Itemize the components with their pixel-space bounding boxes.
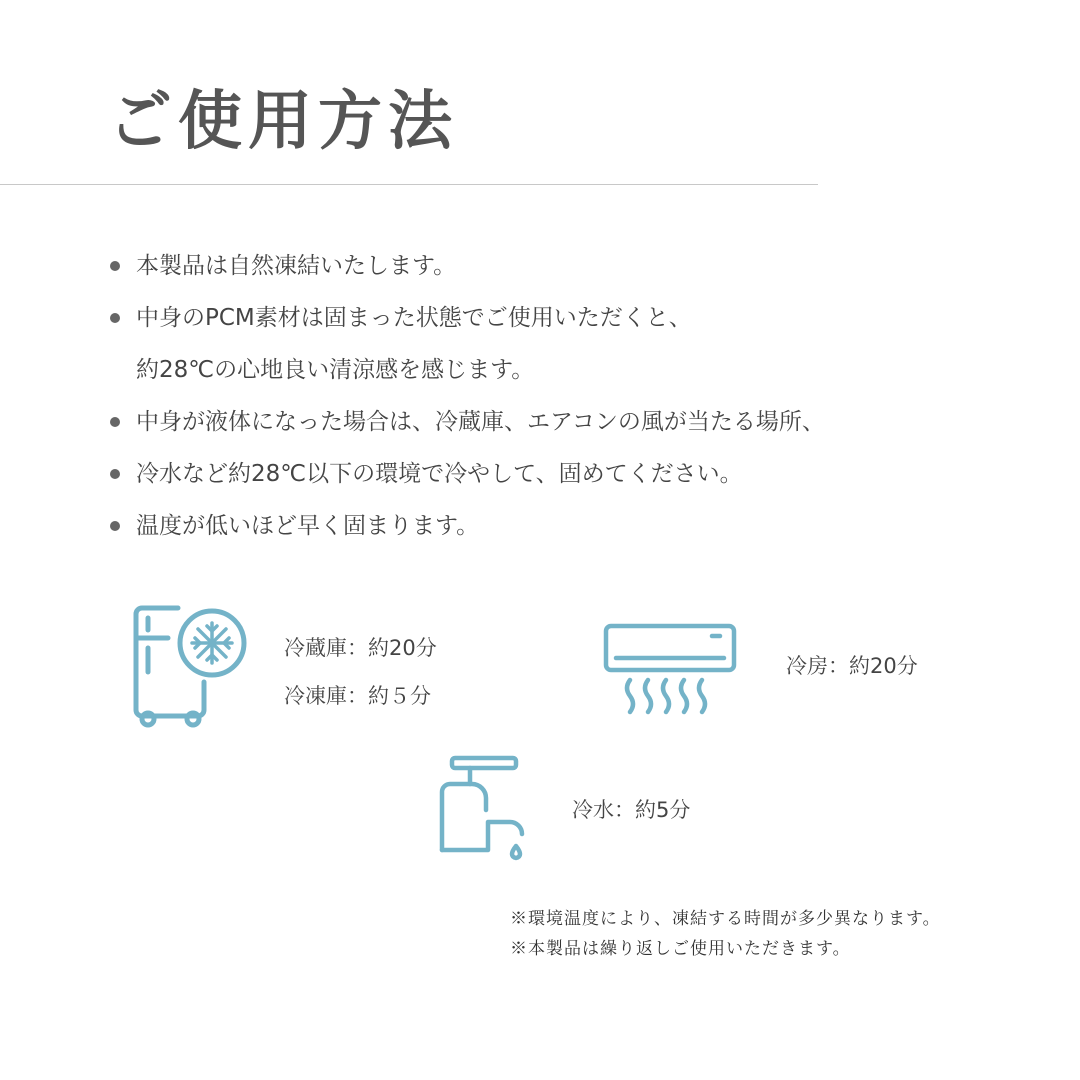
footnote-reusable: ※本製品は繰り返しご使用いただきます。 [510, 939, 851, 959]
cold-water-time-label: 冷水：約5分 [572, 798, 691, 822]
usage-instructions-list [106, 240, 1066, 552]
footnote-freezing-time: ※環境温度により、凍結する時間が多少異なります。 [510, 909, 941, 929]
freezer-time-label: 冷凍庫：約５分 [284, 684, 431, 708]
list-item: 中身が液体になった場合は、冷蔵庫、エアコンの風が当たる場所、 [106, 396, 1066, 448]
bullet-dot-icon [110, 261, 120, 271]
bullet-dot-icon [110, 313, 120, 323]
bullet-dot-icon [110, 417, 120, 427]
air-conditioner-icon [600, 620, 740, 720]
fridge-time-label: 冷蔵庫：約20分 [284, 636, 437, 660]
footnotes [510, 904, 941, 964]
aircon-time-label: 冷房：約20分 [786, 654, 918, 678]
fridge-freezer-icon [128, 598, 254, 728]
list-item: 温度が低いほど早く固まります。 [106, 500, 1066, 552]
bullet-dot-icon [110, 521, 120, 531]
water-faucet-icon [432, 752, 542, 862]
list-item: 本製品は自然凍結いたします。 [106, 240, 1066, 292]
page-title: ご使用方法 [108, 85, 458, 159]
bullet-dot-icon [110, 469, 120, 479]
list-item: 冷水など約28℃以下の環境で冷やして、固めてください。 [106, 448, 1066, 500]
title-divider [0, 184, 818, 185]
list-item: 中身のPCM素材は固まった状態でご使用いただくと、 約28℃の心地良い清涼感を感じます。 [106, 292, 1066, 396]
